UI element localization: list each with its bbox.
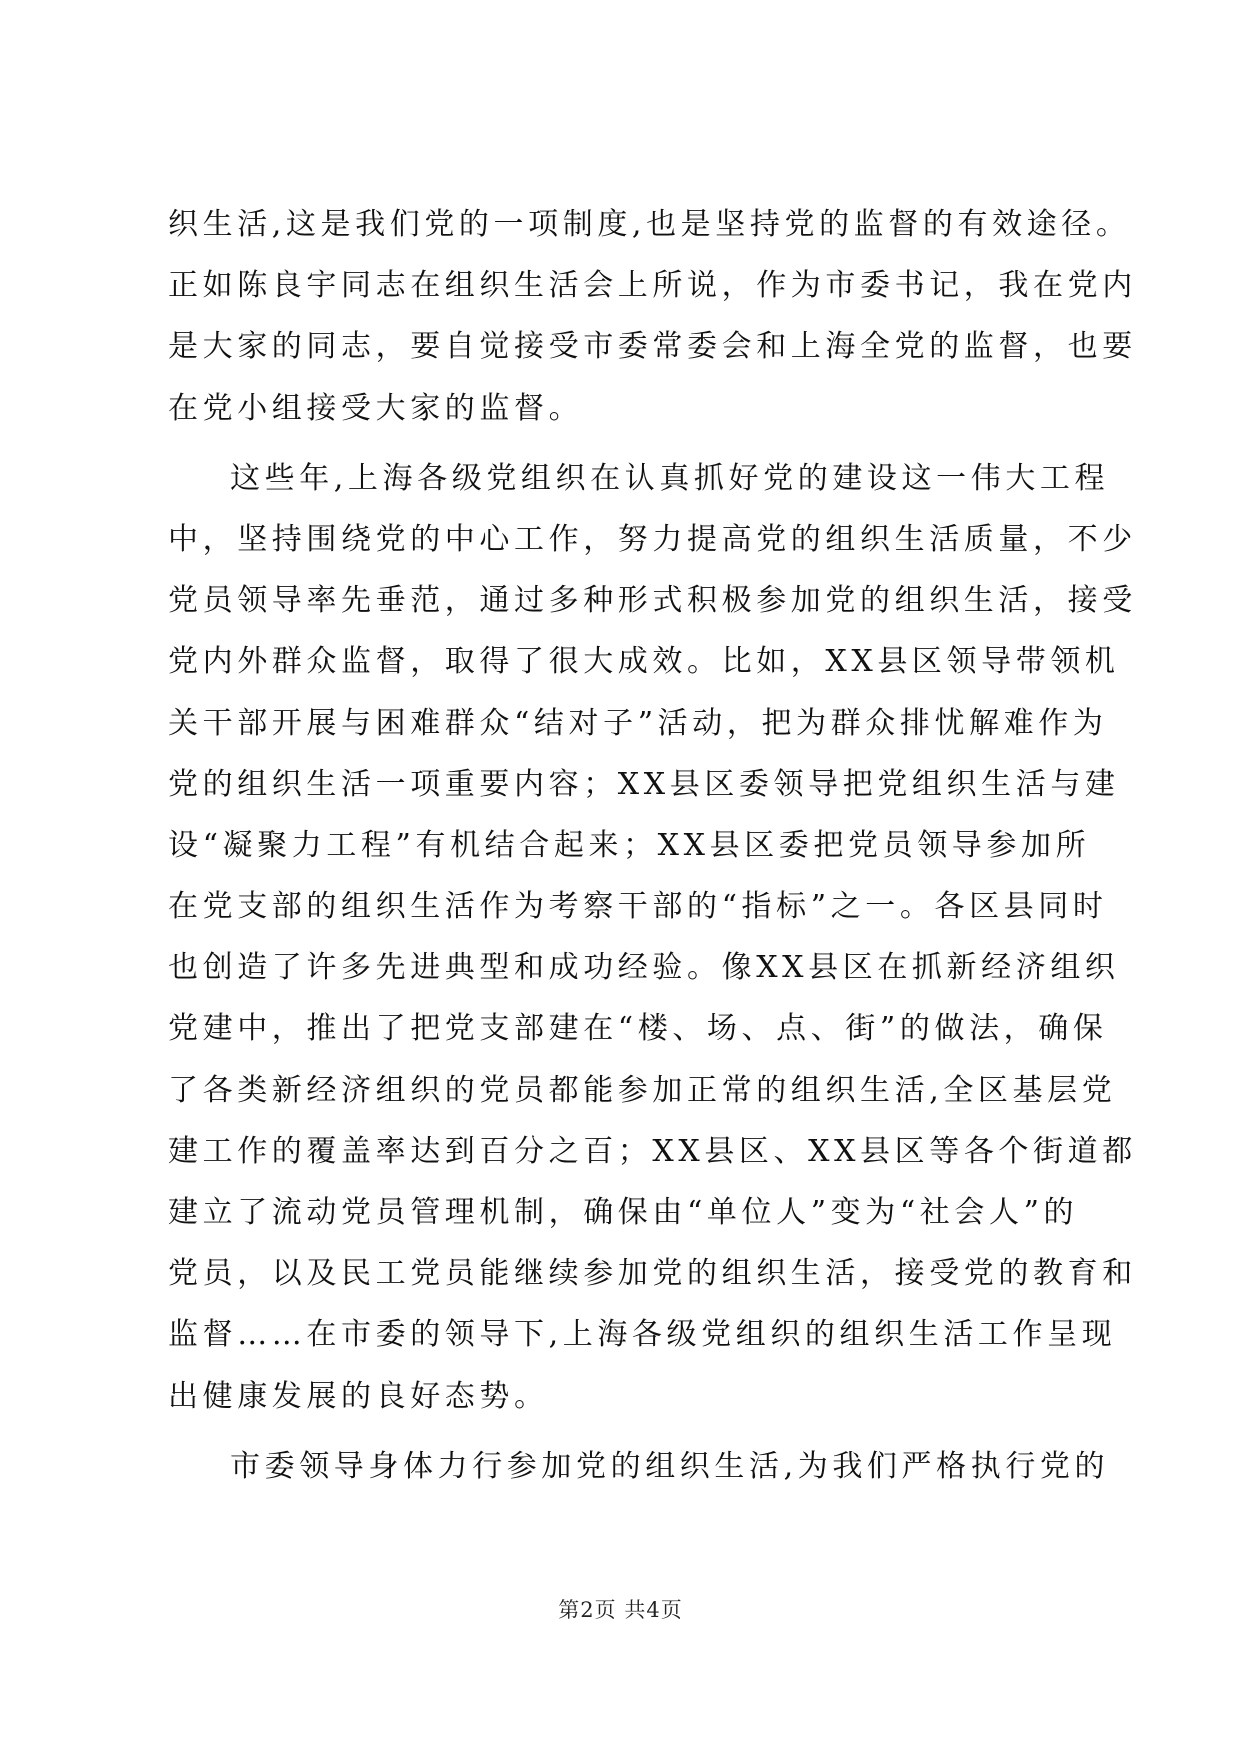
text-line: 党员领导率先垂范，通过多种形式积极参加党的组织生活，接受	[168, 583, 1137, 619]
text-line: 也创造了许多先进典型和成功经验。像XX县区在抓新经济组织	[168, 950, 1120, 986]
text-line: 关干部开展与困难群众“结对子”活动，把为群众排忧解难作为	[168, 705, 1108, 741]
paragraph-shanghai-party-organizations	[168, 448, 1137, 1427]
text-line: 党内外群众监督，取得了很大成效。比如，XX县区领导带领机	[168, 644, 1120, 680]
text-line: 监督……在市委的领导下,上海各级党组织的组织生活工作呈现	[168, 1317, 1117, 1353]
text-line: 出健康发展的良好态势。	[168, 1378, 549, 1414]
document-body	[168, 194, 1137, 1497]
text-line: 党建中，推出了把党支部建在“楼、场、点、街”的做法，确保	[168, 1011, 1108, 1047]
text-line: 设“凝聚力工程”有机结合起来；XX县区委把党员领导参加所	[168, 827, 1091, 863]
text-line: 在党小组接受大家的监督。	[168, 390, 584, 426]
text-line: 建工作的覆盖率达到百分之百；XX县区、XX县区等各个街道都	[168, 1133, 1137, 1169]
text-line: 正如陈良宇同志在组织生活会上所说，作为市委书记，我在党内	[168, 268, 1137, 304]
text-line: 市委领导身体力行参加党的组织生活,为我们严格执行党的	[230, 1448, 1110, 1484]
text-line: 中，坚持围绕党的中心工作，努力提高党的组织生活质量，不少	[168, 521, 1137, 557]
text-line: 了各类新经济组织的党员都能参加正常的组织生活,全区基层党	[168, 1072, 1117, 1108]
text-line: 织生活,这是我们党的一项制度,也是坚持党的监督的有效途径。	[168, 207, 1131, 242]
page-number-footer: 第2页 共4页	[558, 1598, 683, 1622]
paragraph-city-leaders	[168, 1436, 1110, 1497]
text-line: 是大家的同志，要自觉接受市委常委会和上海全党的监督，也要	[168, 329, 1137, 365]
text-line: 建立了流动党员管理机制，确保由“单位人”变为“社会人”的	[168, 1195, 1079, 1230]
paragraph-spacer	[168, 439, 1073, 448]
text-line: 在党支部的组织生活作为考察干部的“指标”之一。各区县同时	[168, 889, 1108, 925]
paragraph-continuation	[168, 194, 1137, 439]
text-line: 这些年,上海各级党组织在认真抓好党的建设这一伟大工程	[230, 460, 1110, 496]
text-line: 党的组织生活一项重要内容；XX县区委领导把党组织生活与建	[168, 766, 1120, 802]
paragraph-spacer	[168, 1427, 1073, 1436]
text-line: 党员，以及民工党员能继续参加党的组织生活，接受党的教育和	[168, 1256, 1137, 1292]
